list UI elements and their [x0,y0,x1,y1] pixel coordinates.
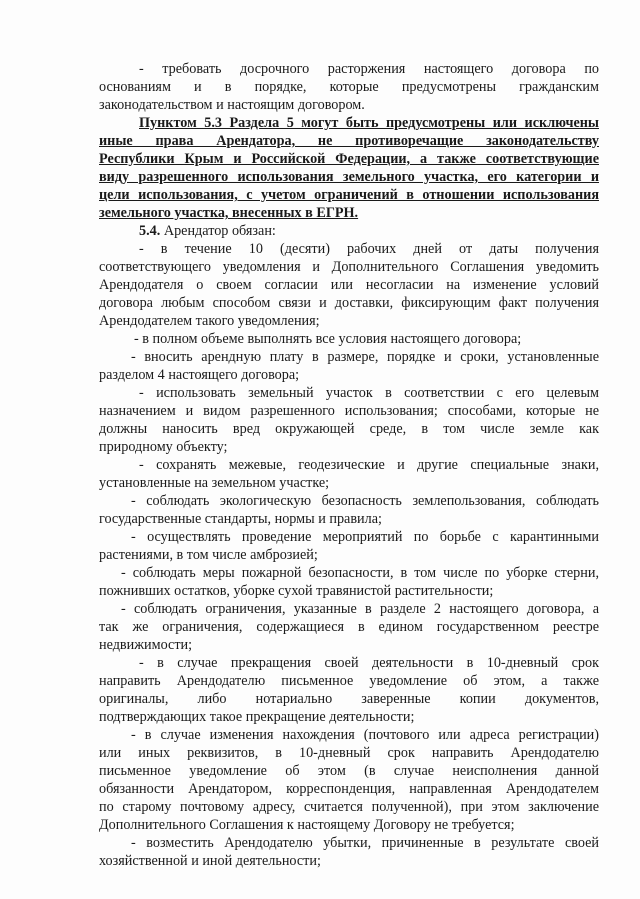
text-line: установленные на земельном участке; [99,475,330,491]
section-title: Арендатор обязан: [160,223,276,239]
text-line: должны наносить вред окружающей среде, в том числе земле как [99,421,599,437]
text-line: природному объекту; [99,439,228,455]
text-line: - возместить Арендодателю убытки, причиненные в результате своей [131,835,599,851]
text-line: по старому почтовому адресу, считается полученной), при этом заключение [99,799,599,815]
text-line: Арендодателем такого уведомления; [99,313,320,329]
text-line: Дополнительного Соглашения к настоящему Договору не требуется; [99,817,515,833]
text-line: - соблюдать ограничения, указанные в разделе 2 настоящего договора, а [121,601,599,617]
text-line: или иных реквизитов, в 10-дневный срок направить Арендодателю [99,745,599,761]
text-line: законодательством и настоящим договором. [99,97,365,113]
text-line: обязанности Арендатором, корреспонденция, направленная Арендодателем [99,781,599,797]
text-line: - вносить арендную плату в размере, порядке и сроки, установленные [131,349,599,365]
text-line: назначением и видом разрешенного использования; способами, которые не [99,403,599,419]
text-line: разделом 4 настоящего договора; [99,367,300,383]
text-line: - сохранять межевые, геодезические и другие специальные знаки, [139,457,599,473]
text-line: - требовать досрочного расторжения настоящего договора по [139,61,599,77]
text-line: - в случае прекращения своей деятельности в 10-дневный срок [139,655,599,671]
highlighted-clause-line: цели использования, с учетом ограничений в отношении использования [99,187,599,203]
highlighted-clause-line: земельного участка, внесенных в ЕГРН. [99,205,359,221]
text-line: основаниям и в порядке, которые предусмотрены гражданским [99,79,599,95]
text-line: - соблюдать экологическую безопасность землепользования, соблюдать [131,493,599,509]
text-line: - осуществлять проведение мероприятий по борьбе с карантинными [131,529,599,545]
text-line: государственные стандарты, нормы и правила; [99,511,382,527]
text-line: подтверждающих такое прекращение деятельности; [99,709,415,725]
text-line: - использовать земельный участок в соответствии с его целевым [139,385,599,401]
text-line: - в случае изменения нахождения (почтового или адреса регистрации) [131,727,599,743]
text-line: договора любым способом связи и доставки, фиксирующим факт получения [99,295,599,311]
text-line: пожнивших остатков, уборке сухой травянистой растительности; [99,583,494,599]
text-line: письменное уведомление об этом (в случае неисполнения данной [99,763,599,779]
text-line: недвижимости; [99,637,193,653]
highlighted-clause-line: виду разрешенного использования земельного участка, его категории и [99,169,599,185]
section-number: 5.4. [139,223,161,239]
text-line: - в течение 10 (десяти) рабочих дней от даты получения [139,241,599,257]
highlighted-clause-line: Пунктом 5.3 Раздела 5 могут быть предусмотрены или исключены [139,115,599,131]
text-line: так же ограничения, содержащиеся в едином государственном реестре [99,619,599,635]
text-line: соответствующего уведомления и Дополнительного Соглашения уведомить [99,259,599,275]
text-line: растениями, в том числе амброзией; [99,547,318,563]
text-line: Арендодателя о своем согласии или несогласии на изменение условий [99,277,599,293]
section-heading [139,223,599,240]
highlighted-clause-line: Республики Крым и Российской Федерации, а также соответствующие [99,151,599,167]
text-line: оригиналы, либо нотариально заверенные копии документов, [99,691,599,707]
text-line: направить Арендодателю письменное уведомление об этом, а также [99,673,599,689]
text-line: - соблюдать меры пожарной безопасности, в том числе по уборке стерни, [121,565,599,581]
text-line: - в полном объеме выполнять все условия настоящего договора; [134,331,522,347]
text-line: хозяйственной и иной деятельности; [99,853,321,869]
highlighted-clause-line: иные права Арендатора, не противоречащие законодательству [99,133,599,149]
